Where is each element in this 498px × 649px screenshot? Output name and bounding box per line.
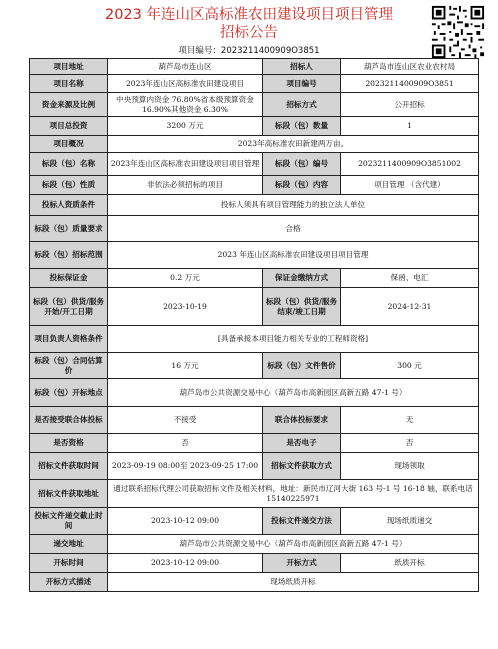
cell-label: 开标方式 [263,554,341,573]
cell-label: 开标方式描述 [30,573,108,592]
cell-value: 合格 [108,216,479,242]
cell-value: 不接受 [108,407,263,434]
cell-value: 3200 万元 [108,117,263,136]
table-row [30,195,479,216]
cell-label: 投标文件递交截止时间 [30,508,108,535]
cell-value: 2023-09-19 08:00至 2023-09-25 17:00 [108,453,263,480]
cell-label: 项目概况 [30,136,108,153]
cell-value: 2024-12-31 [341,288,479,326]
cell-label: 项目名称 [30,75,108,93]
table-row [30,136,479,153]
table-row [30,535,479,554]
table-row [30,59,479,75]
cell-label: 保证金缴纳方式 [263,269,341,288]
cell-value: 葫芦岛市连山区 [108,59,263,75]
notice-title-line2: 招标公告 [220,25,278,41]
table-row [30,379,479,407]
cell-label: 招标文件获取方式 [263,453,341,480]
cell-label: 招标文件获取地址 [30,480,108,508]
cell-label: 项目负责人资格条件 [30,326,108,353]
cell-value: 2023年高标准农田新建两万亩。 [108,136,479,153]
notice-title-line1: 2023 年连山区高标准农田建设项目项目管理 [104,7,393,23]
cell-label: 投标保证金 [30,269,108,288]
cell-label: 标段（包）质量要求 [30,216,108,242]
cell-value: 非依法必须招标的项目 [108,176,263,195]
cell-value: 公开招标 [341,93,479,117]
cell-value: 项目管理 （含代建） [341,176,479,195]
cell-label: 标段（包）内容 [263,176,341,195]
cell-value: 2023 年连山区高标准农田建设项目项目管理 [108,242,479,269]
cell-label: 项目总投资 [30,117,108,136]
cell-label: 招标人 [263,59,341,75]
cell-label: 是否电子 [263,434,341,453]
table-row [30,288,479,326]
cell-value: 无 [341,407,479,434]
cell-value: 葫芦岛市公共资源交易中心（葫芦岛市高新园区高新五路 47-1 号） [108,379,479,407]
table-row [30,176,479,195]
cell-value: 否 [341,434,479,453]
cell-label: 标段（包）编号 [263,153,341,176]
cell-label: 投标人资质条件 [30,195,108,216]
cell-value: 纸质开标 [341,554,479,573]
cell-value: 葫芦岛市公共资源交易中心（葫芦岛市高新园区高新五路 47-1 号） [108,535,479,554]
cell-value: 2023年连山区高标准农田建设项目 [108,75,263,93]
cell-label: 标段（包）供货/服务开始/开工日期 [30,288,108,326]
table-row [30,573,479,592]
cell-value: 否 [108,434,263,453]
cell-value: 2023-10-19 [108,288,263,326]
cell-value: 2023-10-12 09:00 [108,508,263,535]
cell-label: 项目地址 [30,59,108,75]
table-row [30,508,479,535]
cell-label: 标段（包）名称 [30,153,108,176]
cell-value: 中央预算内资金 76.80%省本级预算资金16.90%其他资金 6.30% [108,93,263,117]
table-row [30,93,479,117]
cell-label: 标段（包）招标范围 [30,242,108,269]
table-row [30,353,479,379]
notice-title [0,6,498,42]
table-row [30,554,479,573]
tender-info-table [29,58,479,592]
table-row [30,153,479,176]
cell-label: 投标文件递交方法 [263,508,341,535]
cell-value: 现场纸质递交 [341,508,479,535]
table-row [30,216,479,242]
cell-label: 是否接受联合体投标 [30,407,108,434]
cell-label: 联合体投标要求 [263,407,341,434]
cell-label: 项目编号 [263,75,341,93]
cell-label: 是否资格 [30,434,108,453]
cell-value: 2023211400909O3851002 [341,153,479,176]
cell-label: 标段（包）文件售价 [263,353,341,379]
cell-value: 现场纸质开标 [108,573,479,592]
cell-label: 标段（包）性质 [30,176,108,195]
cell-value: 投标人须具有项目管理能力的独立法人单位 [108,195,479,216]
cell-label: 招标方式 [263,93,341,117]
cell-value: 1 [341,117,479,136]
table-row [30,407,479,434]
table-row [30,242,479,269]
table-row [30,480,479,508]
cell-value: 葫芦岛市连山区农业农村局 [341,59,479,75]
cell-value: 0.2 万元 [108,269,263,288]
cell-label: 标段（包）合同估算价 [30,353,108,379]
table-row [30,453,479,480]
cell-value: 2023年连山区高标准农田建设项目项目管理 [108,153,263,176]
cell-value: 保函、电汇 [341,269,479,288]
cell-label: 资金来源及比例 [30,93,108,117]
table-row [30,117,479,136]
cell-label: 标段（包）供货/服务结束/竣工日期 [263,288,341,326]
cell-label: 开标时间 [30,554,108,573]
project-number: 项目编号：2023211400909O3851 [178,46,320,56]
cell-value: 2023-10-12 09:00 [108,554,263,573]
cell-value: 现场领取 [341,453,479,480]
cell-label: 递交地址 [30,535,108,554]
cell-label: 招标文件获取时间 [30,453,108,480]
qr-code-icon [430,4,486,60]
table-row [30,75,479,93]
cell-label: 标段（包）数量 [263,117,341,136]
table-row [30,326,479,353]
table-row [30,434,479,453]
table-row [30,269,479,288]
cell-value: [具备承接本项目能力相关专业的工程师资格] [108,326,479,353]
cell-label: 标段（包）开标地点 [30,379,108,407]
cell-value: 通过联系招标代理公司获取招标文件及相关材料，地址：新民市辽河大街 163 号-1 号 16-18 轴，联系电话 15140225971 [108,480,479,508]
cell-value: 2023211400909O3851 [341,75,479,93]
cell-value: 16 万元 [108,353,263,379]
cell-value: 300 元 [341,353,479,379]
